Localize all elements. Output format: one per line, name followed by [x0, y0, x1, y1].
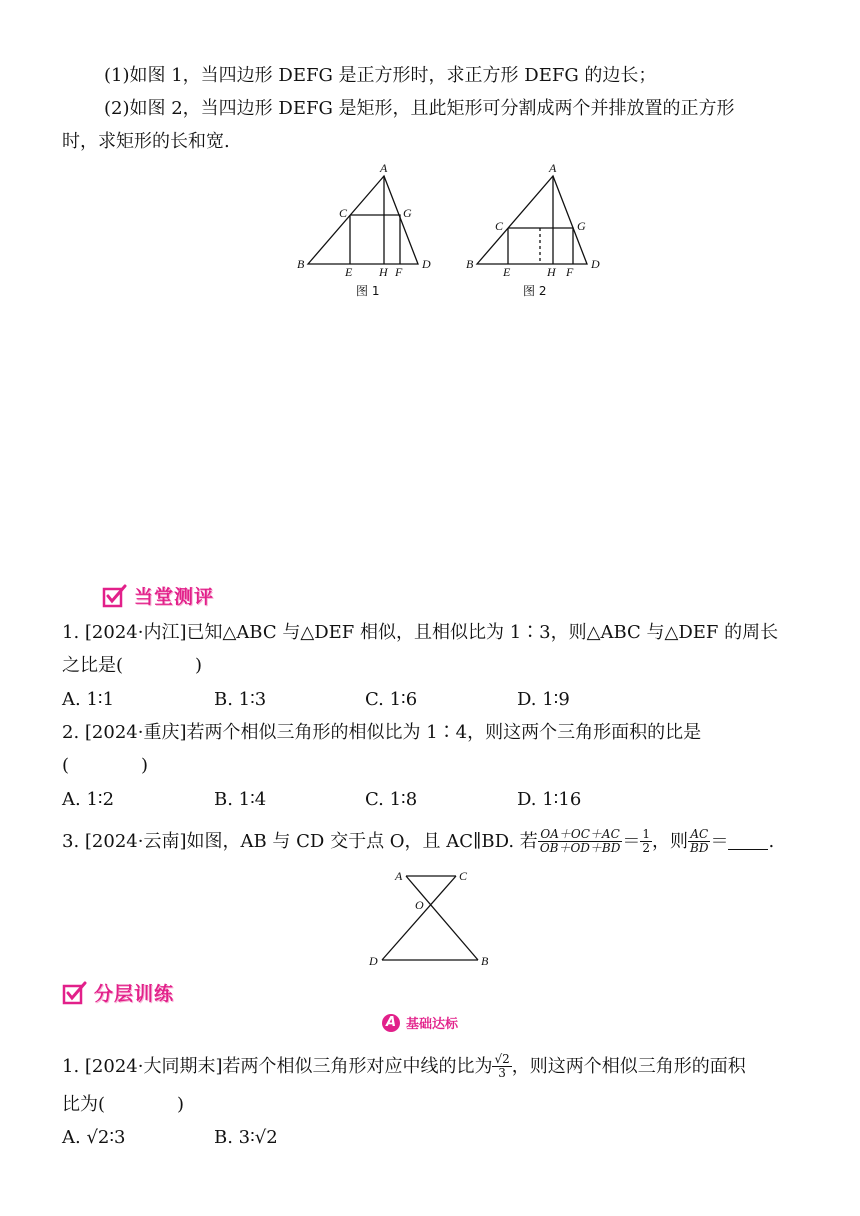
test-q2-line-1: 2. [2024·重庆]若两个相似三角形的相似比为 1∶4，则这两个三角形面积的比是: [62, 722, 702, 743]
test-q3-suffix: .: [768, 830, 775, 852]
test-q2-option-d: D. 1∶16: [517, 789, 582, 810]
fig2-label-h: H: [547, 265, 556, 279]
fig1-label-b: B: [297, 257, 305, 271]
answer-blank: [728, 833, 768, 850]
fig3-label-d: D: [369, 954, 378, 968]
fig2-caption: 图 2: [523, 284, 547, 298]
test-q3-line: [62, 828, 774, 855]
fraction-numerator: OA＋OC＋AC: [538, 828, 623, 842]
test-q1-line-2: 之比是( ): [62, 655, 203, 676]
test-q1-option-d: D. 1∶9: [517, 689, 570, 710]
subsection-title: 基础达标: [406, 1017, 459, 1032]
segment-ab: [406, 876, 478, 960]
training-q1-option-a: A. √2∶3: [62, 1127, 126, 1148]
fig3-label-o: O: [415, 898, 424, 912]
equals-sign: ＝: [622, 830, 641, 852]
fig1-caption: 图 1: [356, 284, 380, 298]
test-q2-line-2: ( ): [62, 755, 149, 776]
subsection-basic-level: [382, 1013, 458, 1032]
test-q1-option-b: B. 1∶3: [214, 689, 267, 710]
fraction-denominator: 3: [498, 1066, 506, 1080]
level-a-badge: A: [382, 1014, 400, 1032]
test-q2-option-a: A. 1∶2: [62, 789, 115, 810]
question-part-2-line-1: (2)如图 2，当四边形 DEFG 是矩形，且此矩形可分割成两个并排放置的正方形: [104, 98, 735, 119]
training-q1-prefix: 1. [2024·大同期末]若两个相似三角形对应中线的比为: [62, 1055, 493, 1077]
fig2-label-b: B: [466, 257, 474, 271]
test-q3-fraction-half: [640, 828, 652, 855]
fig2-label-g: G: [577, 219, 586, 233]
test-q3-fraction-ac-bd: [688, 828, 710, 855]
fig3-label-c: C: [459, 869, 468, 883]
fig3-label-b: B: [481, 954, 489, 968]
test-q3-prefix: 3. [2024·云南]如图，AB 与 CD 交于点 O，且 AC∥BD. 若: [62, 830, 538, 852]
fig1-label-c: D: [422, 257, 431, 271]
fig1-label-a: A: [380, 161, 388, 175]
section-title: 分层训练: [94, 983, 175, 1005]
checkbox-icon: [102, 584, 128, 608]
fraction-denominator: BD: [690, 841, 709, 855]
fig2-triangle: [477, 176, 587, 264]
fraction-numerator: AC: [688, 828, 710, 842]
fig1-square: [350, 215, 400, 264]
fig2-label-e: E: [503, 265, 511, 279]
test-q2-option-b: B. 1∶4: [214, 789, 267, 810]
fig2-label-a: A: [549, 161, 557, 175]
fraction-denominator: 2: [642, 841, 651, 855]
figures-1-2: [0, 158, 860, 318]
training-q1-line-1: [62, 1053, 746, 1080]
segment-cd: [382, 876, 456, 960]
fig1-label-e: E: [345, 265, 353, 279]
fig1-label-g: G: [403, 206, 412, 220]
checkbox-icon: [62, 981, 88, 1005]
fig2-label-f: F: [566, 265, 574, 279]
fig1-triangle: [308, 176, 418, 264]
fig1-label-h: H: [379, 265, 388, 279]
section-header-classroom-test: [102, 582, 214, 609]
test-q1-option-c: C. 1∶6: [365, 689, 418, 710]
fraction-denominator: OB＋OD＋BD: [539, 841, 621, 855]
fraction-numerator: 1: [642, 827, 651, 841]
question-part-2-line-2: 时，求矩形的长和宽.: [62, 131, 230, 152]
test-q2-option-c: C. 1∶8: [365, 789, 418, 810]
training-q1-fraction: [492, 1053, 511, 1080]
fig2-label-d: C: [495, 219, 504, 233]
section-header-layered-training: [62, 979, 174, 1006]
training-q1-line-2: 比为( ): [62, 1094, 185, 1115]
training-q1-option-b: B. 3∶√2: [214, 1127, 278, 1148]
fraction-numerator: √2: [494, 1052, 510, 1066]
test-q3-mid: ，则: [652, 830, 689, 852]
test-q3-fraction-perimeters: [538, 828, 623, 855]
fig2-label-c: D: [591, 257, 600, 271]
test-q1-line-1: 1. [2024·内江]已知△ABC 与△DEF 相似，且相似比为 1∶3，则△ABC 与△DEF 的周长: [62, 622, 779, 643]
section-title: 当堂测评: [134, 586, 215, 608]
fig3-label-a: A: [395, 869, 403, 883]
fig1-label-f: F: [395, 265, 403, 279]
training-q1-suffix: ，则这两个相似三角形的面积: [511, 1055, 746, 1077]
figure-3-hourglass: [360, 864, 500, 974]
fig1-label-d: C: [339, 206, 348, 220]
question-part-1: (1)如图 1，当四边形 DEFG 是正方形时，求正方形 DEFG 的边长；: [104, 65, 657, 86]
test-q1-option-a: A. 1∶1: [62, 689, 115, 710]
equals-sign: ＝: [710, 830, 729, 852]
